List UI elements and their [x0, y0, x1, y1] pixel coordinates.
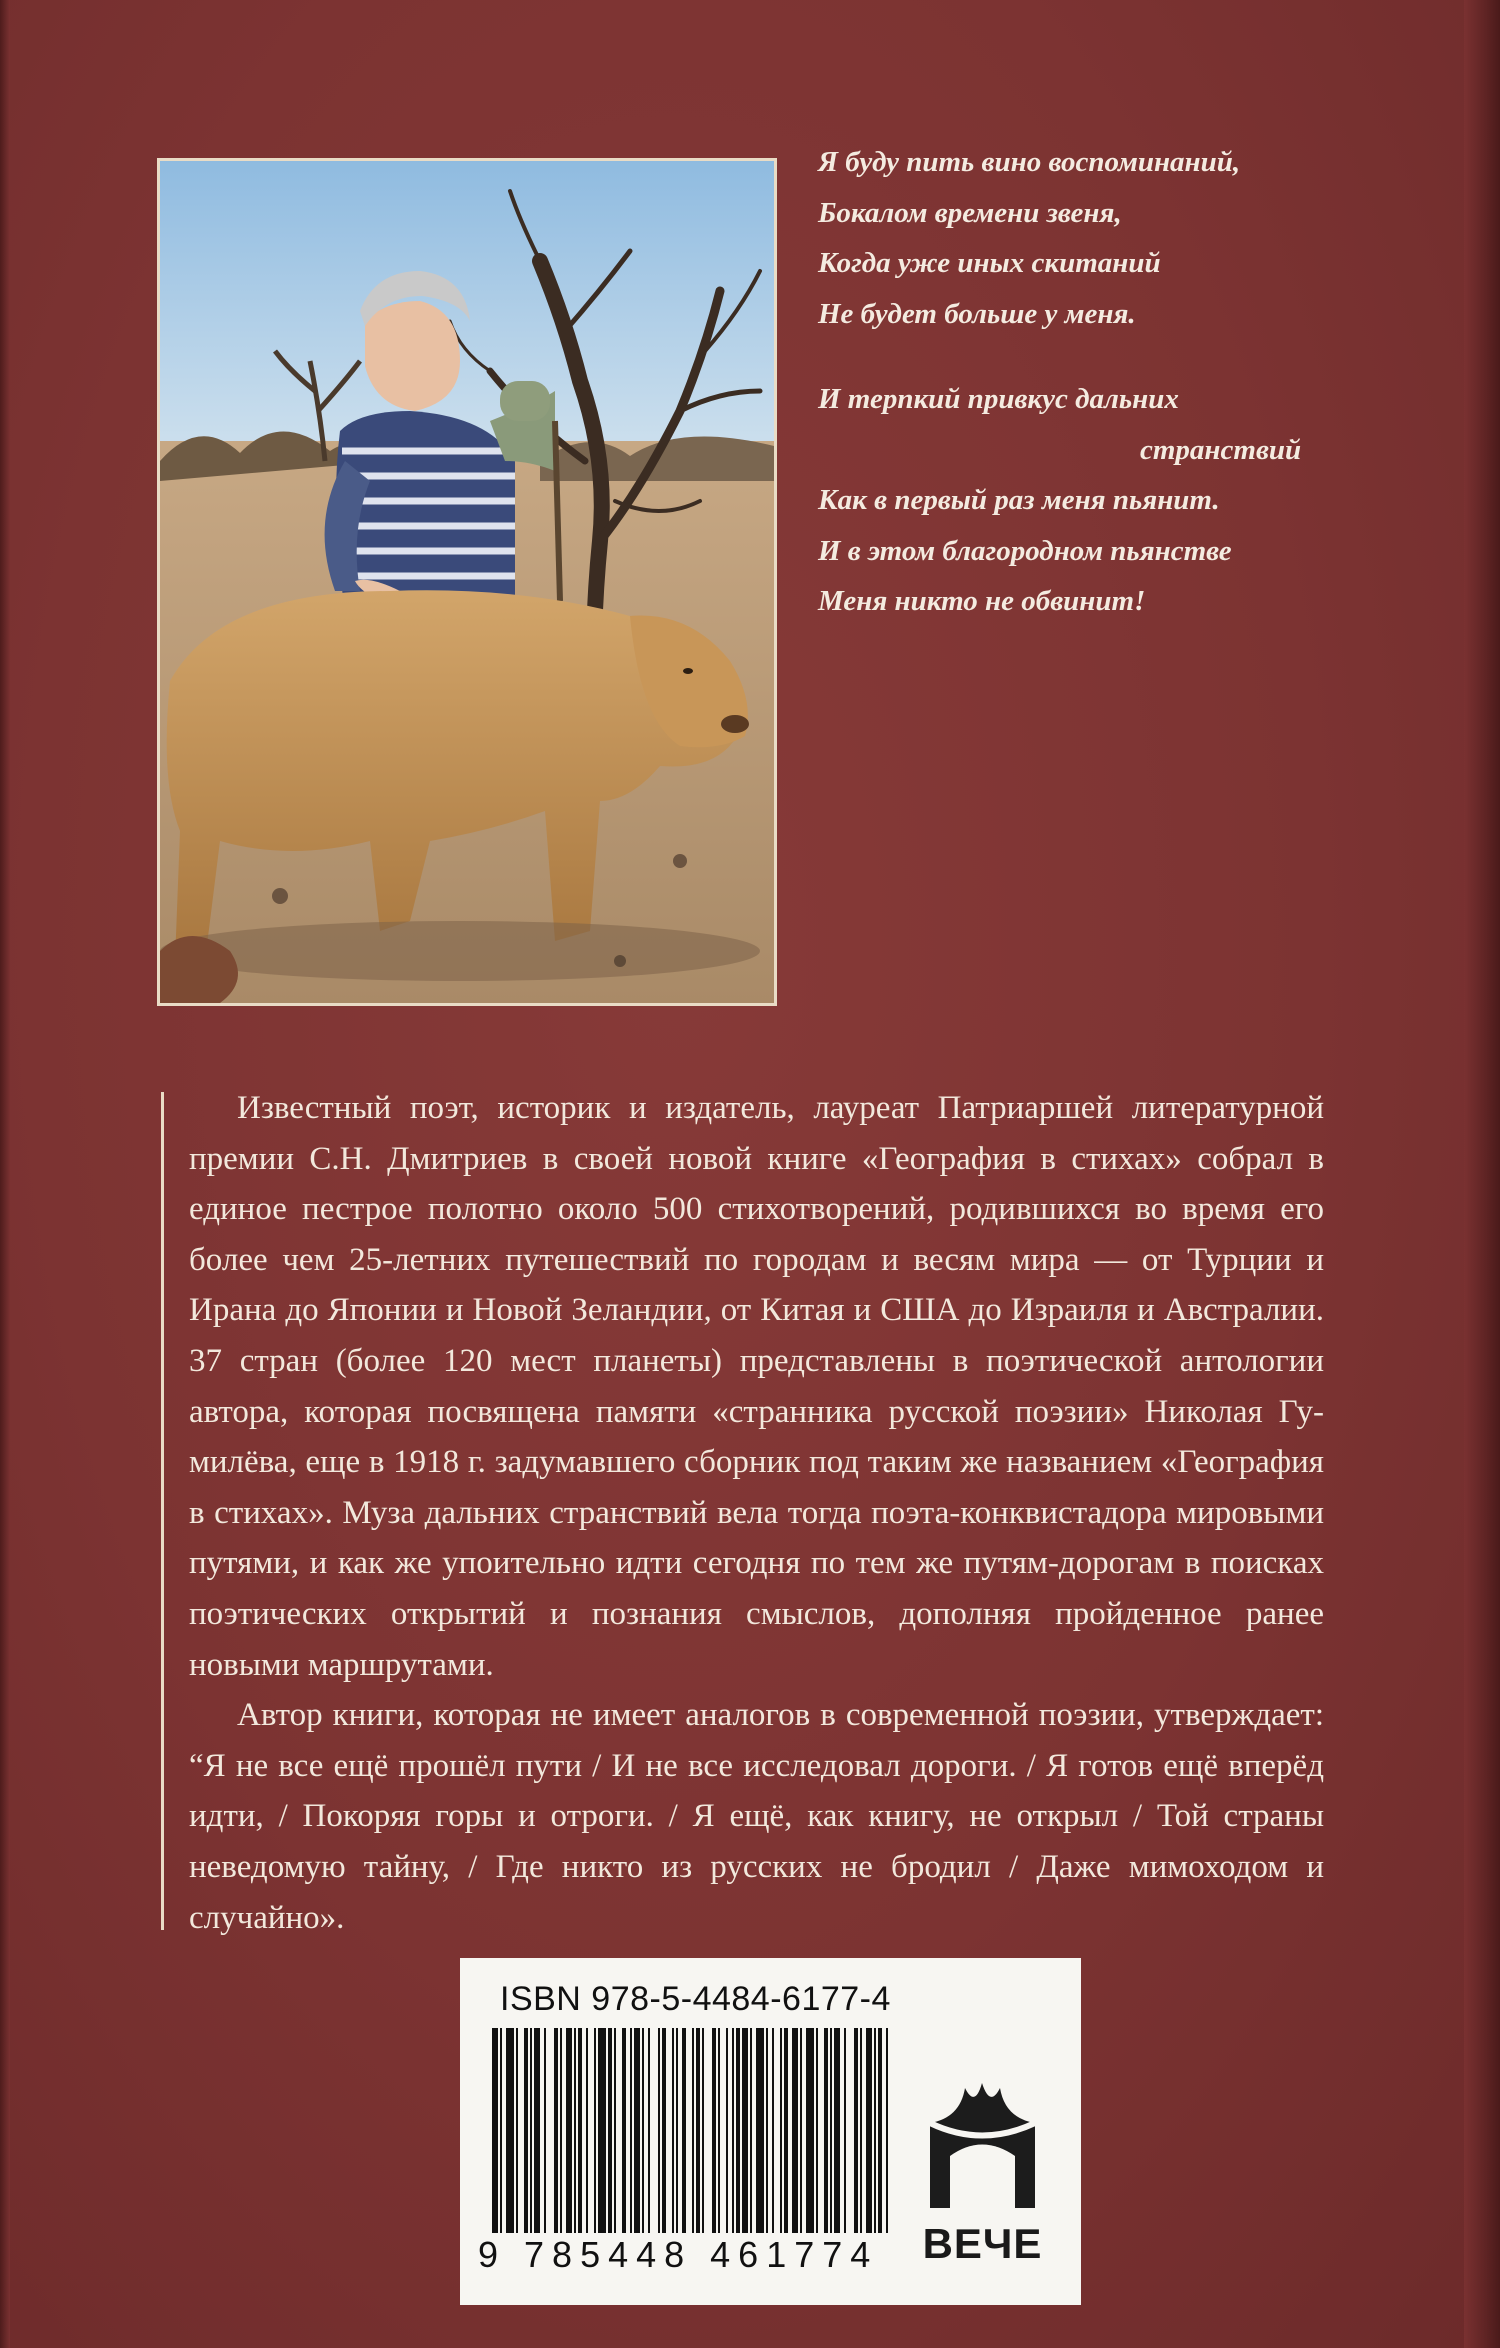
barcode-bar	[560, 2028, 562, 2233]
poem-line: Как в первый раз меня пьянит.	[818, 484, 1220, 516]
publisher-logo-icon	[920, 2078, 1045, 2218]
barcode-bar	[878, 2028, 882, 2233]
barcode-bar	[756, 2028, 764, 2233]
barcode-bar	[534, 2028, 540, 2233]
barcode-bar	[824, 2028, 828, 2233]
barcode-bar	[886, 2028, 888, 2233]
barcode-bar	[492, 2028, 498, 2233]
barcode-bar	[682, 2028, 686, 2233]
barcode-bar	[574, 2028, 576, 2233]
barcode-bar	[614, 2028, 616, 2233]
poem-line: Я буду пить вино воспоминаний,	[818, 146, 1241, 178]
barcode-bar	[844, 2028, 846, 2233]
poem-line: Когда уже иных скитаний	[818, 247, 1161, 279]
barcode-bar	[554, 2028, 558, 2233]
barcode-bar	[662, 2028, 666, 2233]
barcode-bar	[772, 2028, 774, 2233]
barcode-bar	[500, 2028, 502, 2233]
barcode-bar	[530, 2028, 532, 2233]
barcode-bar	[634, 2028, 640, 2233]
barcode-bar	[712, 2028, 716, 2233]
poem-line: Меня никто не обвинит!	[818, 585, 1146, 617]
barcode-bar	[766, 2028, 768, 2233]
barcode-bar	[516, 2028, 518, 2233]
poem-line: Не будет больше у меня.	[818, 297, 1136, 330]
poem-line: И терпкий привкус дальних	[818, 383, 1179, 415]
epigraph-poem	[818, 137, 1378, 627]
barcode-bar	[506, 2028, 514, 2233]
poem-line: И в этом благородном пьянстве	[818, 534, 1232, 567]
author-photo	[157, 158, 777, 1006]
barcode-bar	[586, 2028, 588, 2233]
barcode-bar	[792, 2028, 798, 2233]
poem-line: Бокалом времени звеня,	[818, 196, 1122, 229]
spine-edge	[0, 0, 10, 2348]
barcode-bar	[544, 2028, 546, 2233]
barcode-bar	[702, 2028, 704, 2233]
description-paragraph: Известный поэт, историк и издатель, лауреат Патриаршей литературной премии С.Н. Дмитриев в своей новой книге «География в стихах» собрал в единое пестрое полотно около 500 стихотворений, родившихся во время его более чем 25-летних путешествий по городам и весям мира — от Турции и Ирана до Японии и Новой Зеландии, от Китая и США до Израиля и Австралии. 37 стран (более 120 мест планеты) представлены в поэтической антологии автора, которая посвящена памяти «странника русской поэзии» Николая Гумилёва, еще в 1918 г. задумавшего сборник под таким же названием «География в стихах». Муза дальних странствий вела тогда поэта-конквистадора мировыми путями, и как же упоительно идти сегодня по тем же путям-дорогам в поисках поэтических открытий и познания смыслов, дополняя пройденное ранее новыми маршрутами.	[189, 1090, 1324, 1683]
photo-author-with-lioness	[160, 161, 774, 1003]
barcode-bar	[742, 2028, 748, 2233]
barcode-bar	[718, 2028, 720, 2233]
barcode-bar	[622, 2028, 626, 2233]
barcode-bar	[578, 2028, 582, 2233]
barcode-bar	[598, 2028, 606, 2233]
barcode-bar	[860, 2028, 862, 2233]
cover-right-edge	[1464, 0, 1500, 2348]
description-paragraph: Автор книги, которая не имеет аналогов в современной поэзии, утверждает: “Я не все ещё прошёл пути / И не все исследовал дороги. / Я готов ещё вперёд идти, / Покоряя горы и отроги. / Я ещё, как книгу, не открыл / Той страны неведомую тайну, / Где никто из русских не бродил / Даже мимоходом и случайно».	[189, 1697, 1324, 1936]
barcode-bar	[630, 2028, 632, 2233]
poem-line: странствий	[1140, 433, 1302, 466]
barcode-panel	[460, 1958, 1081, 2305]
barcode-bar	[692, 2028, 694, 2233]
barcode-bar	[648, 2028, 650, 2233]
barcode-bar	[732, 2028, 734, 2233]
barcode-bar	[830, 2028, 832, 2233]
barcode-bar	[816, 2028, 818, 2233]
barcode-icon	[492, 2028, 892, 2238]
barcode-bar	[594, 2028, 596, 2233]
barcode-bar	[524, 2028, 528, 2233]
barcode-bar	[854, 2028, 858, 2233]
barcode-bar	[800, 2028, 802, 2233]
barcode-bar	[676, 2028, 678, 2233]
barcode-bar	[736, 2028, 740, 2233]
barcode-bar	[866, 2028, 872, 2233]
barcode-bar	[566, 2028, 572, 2233]
barcode-bar	[696, 2028, 700, 2233]
barcode-bar	[750, 2028, 752, 2233]
barcode-bar	[784, 2028, 788, 2233]
barcode-bar	[672, 2028, 674, 2233]
barcode-bar	[806, 2028, 814, 2233]
barcode-bar	[834, 2028, 840, 2233]
barcode-bar	[874, 2028, 876, 2233]
barcode-bar	[658, 2028, 660, 2233]
book-description	[189, 1083, 1324, 1943]
barcode-digits: 9 785448 461774	[478, 2234, 879, 2275]
isbn-label: ISBN 978-5-4484-6177-4	[500, 1980, 891, 2018]
barcode-bar	[780, 2028, 782, 2233]
barcode-bar	[608, 2028, 612, 2233]
barcode-bar	[726, 2028, 728, 2233]
blurb-divider	[161, 1092, 164, 1930]
stanza-gap	[818, 339, 1378, 374]
publisher-logo-text: ВЕЧЕ	[922, 2220, 1043, 2267]
barcode-bar	[642, 2028, 644, 2233]
